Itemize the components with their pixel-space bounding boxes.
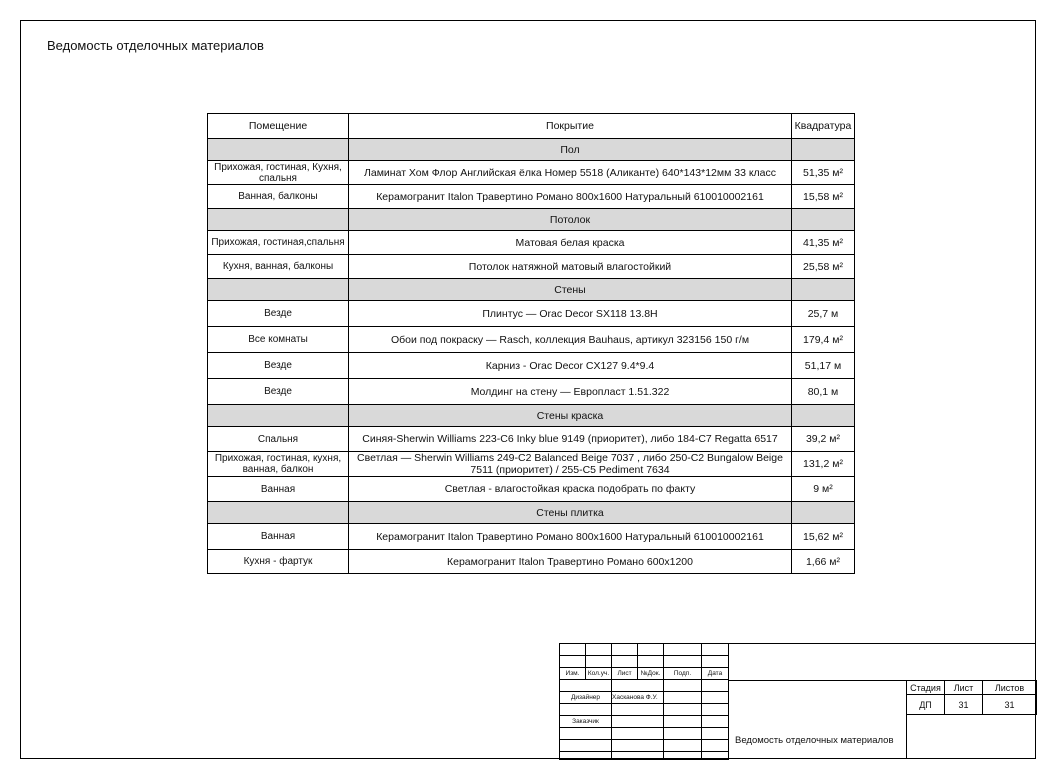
room-cell: Все комнаты <box>208 327 349 353</box>
section-title: Пол <box>349 139 792 161</box>
section-empty-cell <box>792 405 855 427</box>
table-row <box>208 255 855 279</box>
stamp-sheet-value: 31 <box>945 695 983 715</box>
stamp-col-label: Кол.уч. <box>586 668 612 680</box>
table-row <box>208 231 855 255</box>
stamp-customer-label: Заказчик <box>560 716 612 728</box>
area-cell: 25,7 м <box>792 301 855 327</box>
cover-cell: Керамогранит Italon Травертино Романо 800x1600 Натуральный 610010002161 <box>349 185 792 209</box>
section-row <box>208 209 855 231</box>
cover-cell: Синяя-Sherwin Williams 223-C6 Inky blue 9149 (приоритет), либо 184-C7 Regatta 6517 <box>349 427 792 452</box>
area-cell: 25,58 м² <box>792 255 855 279</box>
room-cell: Ванная <box>208 524 349 550</box>
column-header: Помещение <box>208 114 349 139</box>
section-empty-cell <box>208 139 349 161</box>
room-cell: Кухня, ванная, балконы <box>208 255 349 279</box>
section-empty-cell <box>792 279 855 301</box>
room-cell: Везде <box>208 379 349 405</box>
column-header: Покрытие <box>349 114 792 139</box>
table-row <box>208 524 855 550</box>
room-cell: Ванная <box>208 477 349 502</box>
table-row <box>208 427 855 452</box>
area-cell: 1,66 м² <box>792 550 855 574</box>
cover-cell: Матовая белая краска <box>349 231 792 255</box>
room-cell: Спальня <box>208 427 349 452</box>
stamp-revision-table <box>559 643 729 760</box>
section-empty-cell <box>208 502 349 524</box>
area-cell: 179,4 м² <box>792 327 855 353</box>
area-cell: 9 м² <box>792 477 855 502</box>
section-title: Потолок <box>349 209 792 231</box>
cover-cell: Керамогранит Italon Травертино Романо 800x1600 Натуральный 610010002161 <box>349 524 792 550</box>
room-cell: Везде <box>208 353 349 379</box>
cover-cell: Светлая - влагостойкая краска подобрать по факту <box>349 477 792 502</box>
area-cell: 15,58 м² <box>792 185 855 209</box>
stamp-designer-name: Хасканова Ф.У. <box>612 692 664 704</box>
cover-cell: Молдинг на стену — Европласт 1.51.322 <box>349 379 792 405</box>
table-row <box>208 161 855 185</box>
room-cell: Кухня - фартук <box>208 550 349 574</box>
column-header: Квадратура <box>792 114 855 139</box>
room-cell: Везде <box>208 301 349 327</box>
area-cell: 15,62 м² <box>792 524 855 550</box>
cover-cell: Обои под покраску — Rasch, коллекция Bauhaus, артикул 323156 150 г/м <box>349 327 792 353</box>
section-empty-cell <box>792 139 855 161</box>
section-row <box>208 502 855 524</box>
stamp-sheets-value: 31 <box>983 695 1037 715</box>
stamp-sheets-label: Листов <box>983 681 1037 695</box>
cover-cell: Керамогранит Italon Травертино Романо 600x1200 <box>349 550 792 574</box>
cover-cell: Карниз - Orac Decor CX127 9.4*9.4 <box>349 353 792 379</box>
table-row <box>208 353 855 379</box>
table-row <box>208 452 855 477</box>
section-empty-cell <box>208 405 349 427</box>
area-cell: 80,1 м <box>792 379 855 405</box>
stamp-col-label: Дата <box>702 668 729 680</box>
section-row <box>208 279 855 301</box>
cover-cell: Плинтус — Orac Decor SX118 13.8H <box>349 301 792 327</box>
table-row <box>208 301 855 327</box>
cover-cell: Потолок натяжной матовый влагостойкий <box>349 255 792 279</box>
stamp-col-label: Изм. <box>560 668 586 680</box>
cover-cell: Ламинат Хом Флор Английская ёлка Номер 5518 (Аликанте) 640*143*12мм 33 класс <box>349 161 792 185</box>
section-title: Стены плитка <box>349 502 792 524</box>
section-row <box>208 139 855 161</box>
section-empty-cell <box>792 502 855 524</box>
area-cell: 51,35 м² <box>792 161 855 185</box>
stamp-sheet-label: Лист <box>945 681 983 695</box>
table-row <box>208 550 855 574</box>
area-cell: 131,2 м² <box>792 452 855 477</box>
table-row <box>208 327 855 353</box>
stamp-doc-title: Ведомость отделочных материалов <box>735 735 894 746</box>
area-cell: 39,2 м² <box>792 427 855 452</box>
table-row <box>208 379 855 405</box>
stamp-stage-table <box>906 680 1037 715</box>
room-cell: Прихожая, гостиная,спальня <box>208 231 349 255</box>
stamp-col-label: Лист <box>612 668 638 680</box>
area-cell: 51,17 м <box>792 353 855 379</box>
stamp-designer-label: Дизайнер <box>560 692 612 704</box>
section-title: Стены краска <box>349 405 792 427</box>
section-row <box>208 405 855 427</box>
section-empty-cell <box>208 209 349 231</box>
table-row <box>208 477 855 502</box>
materials-table <box>207 113 855 574</box>
section-title: Стены <box>349 279 792 301</box>
room-cell: Ванная, балконы <box>208 185 349 209</box>
stamp-top-line <box>728 643 1036 644</box>
room-cell: Прихожая, гостиная, Кухня, спальня <box>208 161 349 185</box>
stamp-col-label: Подп. <box>664 668 702 680</box>
stamp-stage-label: Стадия <box>907 681 945 695</box>
page-title: Ведомость отделочных материалов <box>47 38 264 53</box>
room-cell: Прихожая, гостиная, кухня, ванная, балкон <box>208 452 349 477</box>
section-empty-cell <box>208 279 349 301</box>
section-empty-cell <box>792 209 855 231</box>
stamp-col-label: №Док. <box>638 668 664 680</box>
table-header-row <box>208 114 855 139</box>
area-cell: 41,35 м² <box>792 231 855 255</box>
cover-cell: Светлая — Sherwin Williams 249-C2 Balanced Beige 7037 , либо 250-C2 Bungalow Beige 7511 (приоритет) / 255-C5 Pediment 7634 <box>349 452 792 477</box>
stamp-stage-value: ДП <box>907 695 945 715</box>
table-row <box>208 185 855 209</box>
